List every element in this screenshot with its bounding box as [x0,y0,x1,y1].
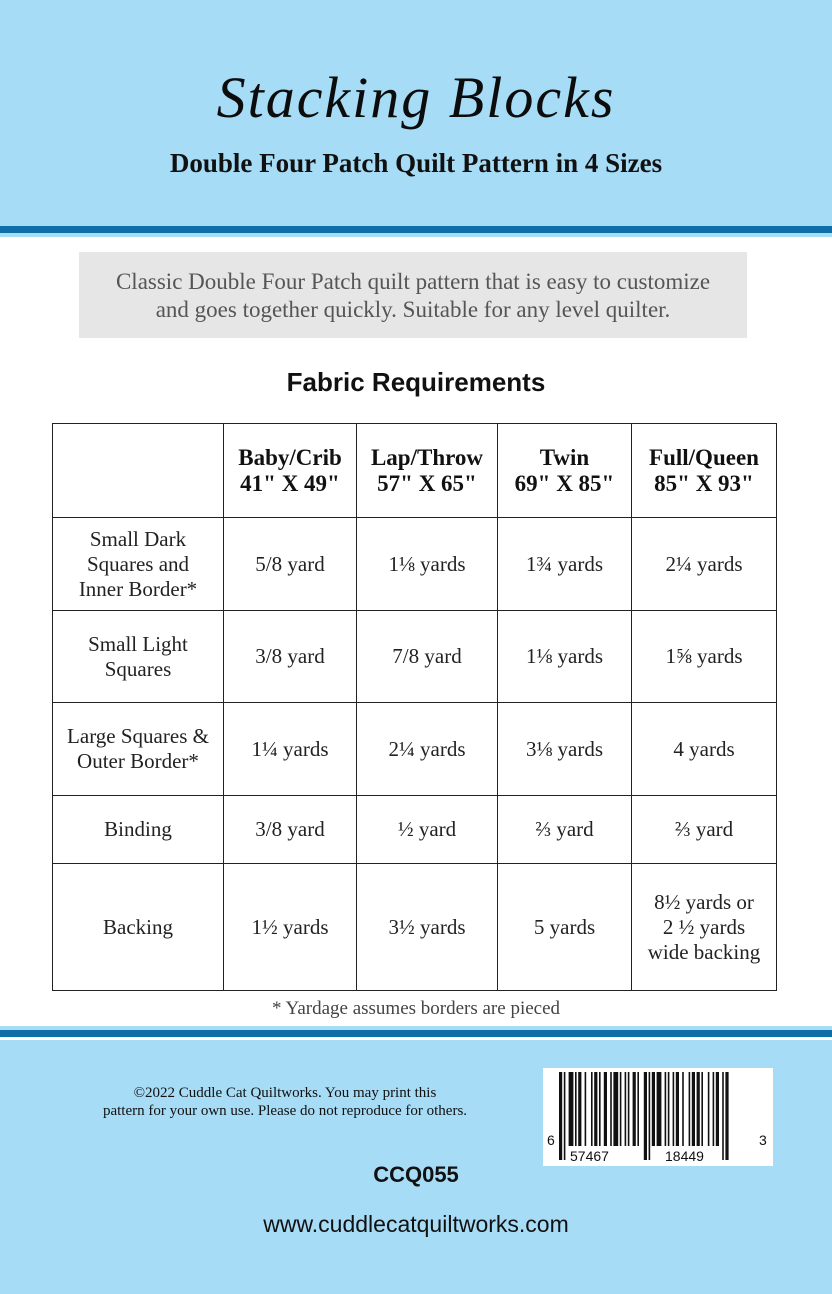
table-cell: 1¾ yards [498,518,632,611]
barcode-bar [644,1072,647,1160]
barcode-bar [701,1072,703,1146]
barcode-first-digit: 6 [547,1132,555,1148]
column-header [498,424,632,518]
barcode-bar [633,1072,636,1146]
barcode-bar [610,1072,612,1146]
barcode-bar [689,1072,691,1146]
page-title: Stacking Blocks [216,65,616,130]
website-url[interactable]: www.cuddlecatquiltworks.com [263,1211,569,1237]
barcode-bar [697,1072,700,1146]
table-cell: 7/8 yard [357,611,498,703]
barcode-bar [692,1072,695,1146]
footer-stripe [0,1030,832,1037]
table-cell: 4 yards [632,703,777,796]
fabric-requirements-heading: Fabric Requirements [286,367,546,397]
column-size: 85" X 93" [654,470,754,496]
pattern-code: CCQ055 [373,1162,459,1187]
copyright-notice [70,1084,500,1120]
intro-line-2: and goes together quickly. Suitable for any level quilter. [155,297,671,322]
column-header [357,424,498,518]
table-row [53,796,777,864]
table-cell: 1⅛ yards [357,518,498,611]
table-cell: 2¼ yards [357,703,498,796]
row-label-line: Binding [104,817,172,841]
page-subtitle: Double Four Patch Quilt Pattern in 4 Sizes [169,148,663,178]
table-row [53,864,777,991]
row-label-line: Small Dark [89,526,187,551]
barcode-bar [559,1072,562,1160]
header-corner-cell [53,424,224,518]
column-header [632,424,777,518]
barcode-bar [682,1072,684,1146]
copyright-line: ©2022 Cuddle Cat Quiltworks. You may print this [133,1085,437,1101]
barcode-bar [649,1072,651,1160]
barcode-bar [620,1072,622,1146]
header-stripe [0,226,832,233]
column-size: 69" X 85" [514,470,615,496]
row-label [53,864,224,991]
intro-box [79,252,747,338]
barcode-bar [599,1072,601,1146]
table-cell: 1⅛ yards [498,611,632,703]
barcode-bar [708,1072,710,1146]
barcode-bar [575,1072,577,1146]
barcode-bar [564,1072,566,1160]
table-cell: 1¼ yards [224,703,357,796]
row-label-line: Inner Border* [78,576,198,601]
table-cell: ⅔ yard [632,796,777,864]
barcode-bar [657,1072,662,1146]
row-label-line: Backing [103,914,173,939]
table-cell: 2¼ yards [632,518,777,611]
barcode-bar [578,1072,581,1146]
cell-line: 8½ yards or [654,889,754,914]
table-cell-multiline [632,864,777,991]
table-cell: ½ yard [357,796,498,864]
table-cell: 1½ yards [224,864,357,991]
row-label-line: Outer Border* [77,749,199,773]
upc-barcode [543,1068,773,1166]
barcode-bar [585,1072,587,1146]
table-cell: 3/8 yard [224,611,357,703]
barcode-bar [652,1072,655,1146]
cell-line: wide backing [647,939,761,964]
table-cell: 3½ yards [357,864,498,991]
copyright-line: pattern for your own use. Please do not reproduce for others. [102,1103,468,1119]
barcode-bar [713,1072,715,1146]
barcode-bar [594,1072,597,1146]
intro-line-1: Classic Double Four Patch quilt pattern that is easy to customize [115,269,711,294]
row-label [53,703,224,796]
table-header-row [53,424,777,518]
table-row [53,611,777,703]
column-name: Baby/Crib [238,444,342,470]
table-cell: 1⅝ yards [632,611,777,703]
row-label [53,611,224,703]
barcode-bar [625,1072,627,1146]
barcode-bar [673,1072,675,1146]
barcode-bar [569,1072,574,1146]
barcode-left-group: 57467 [570,1148,609,1164]
column-name: Full/Queen [649,444,759,470]
cell-line: 2 ½ yards [662,914,746,939]
barcode-bar [637,1072,639,1146]
barcode-bar [676,1072,679,1146]
barcode-bar [665,1072,667,1146]
table-cell: 5 yards [498,864,632,991]
row-label-line: Large Squares & [67,724,209,748]
header-stripe-light [0,233,832,237]
column-size: 41" X 49" [240,470,340,496]
barcode-right-group: 18449 [665,1148,704,1164]
barcode-bar [613,1072,618,1146]
barcode-bar [591,1072,593,1146]
column-name: Twin [539,444,590,470]
barcode-bar [716,1072,719,1146]
table-row [53,703,777,796]
fabric-requirements-table [52,423,777,991]
barcode-bar [668,1072,670,1146]
table-row [53,518,777,611]
column-size: 57" X 65" [377,470,477,496]
barcode-bar [722,1072,724,1160]
row-label [53,796,224,864]
barcode-bar [628,1072,630,1146]
column-header [224,424,357,518]
barcode-bar [604,1072,607,1146]
barcode-bar [725,1072,728,1160]
table-cell: 3/8 yard [224,796,357,864]
column-name: Lap/Throw [370,444,484,470]
yardage-footnote: * Yardage assumes borders are pieced [271,998,561,1019]
barcode-check-digit: 3 [759,1132,767,1148]
table-cell: 3⅛ yards [498,703,632,796]
row-label [53,518,224,611]
table-cell: ⅔ yard [498,796,632,864]
row-label-line: Squares and [86,551,190,576]
row-label-line: Squares [104,656,172,681]
table-cell: 5/8 yard [224,518,357,611]
row-label-line: Small Light [88,631,188,656]
